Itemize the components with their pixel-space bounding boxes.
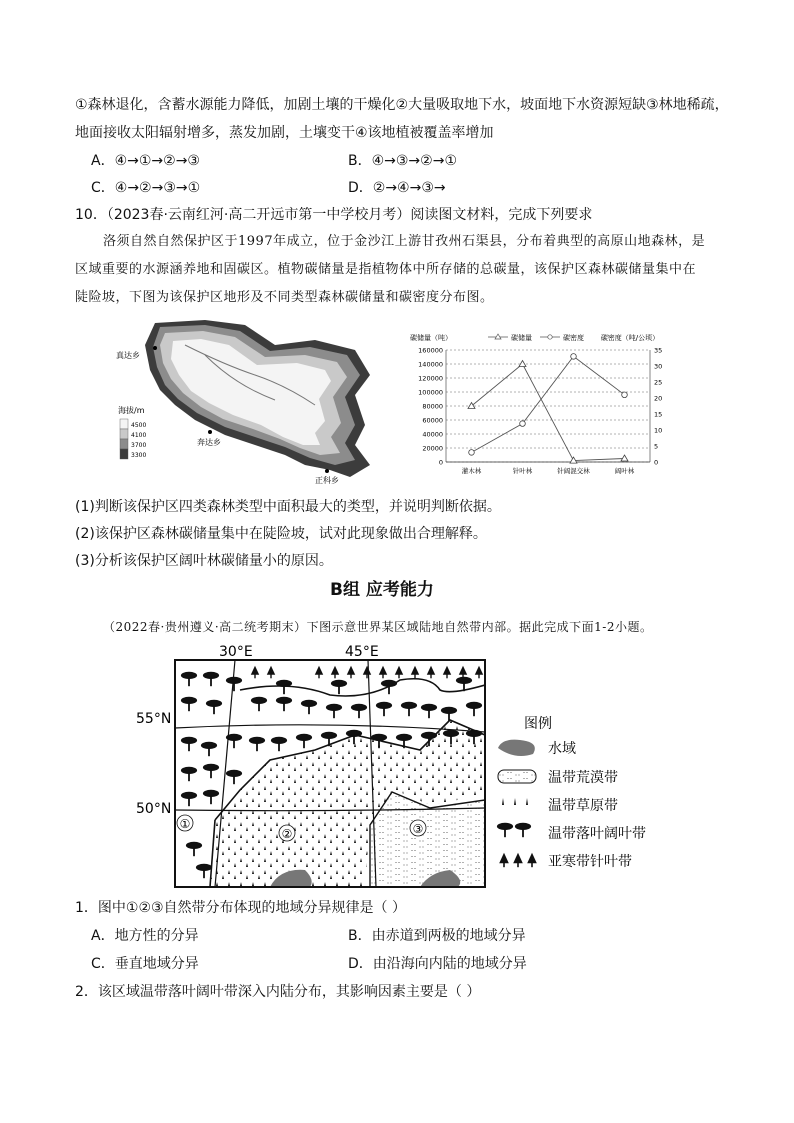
q2-stem: 2．该区域温带落叶阔叶带深入内陆分布，其影响因素主要是（ ） — [75, 984, 481, 1000]
chart-right-tick: 20 — [654, 394, 663, 403]
place-marker — [208, 430, 212, 434]
legend-series-1: 碳储量 — [511, 334, 532, 342]
zone-label-1: ① — [179, 817, 191, 831]
terrain-legend-swatch — [120, 419, 128, 429]
chart-ylabel-right: 碳密度（吨/公顷） — [600, 334, 660, 342]
map-legend-title: 图例 — [524, 716, 552, 732]
zone-label-2: ② — [281, 827, 293, 841]
chart-left-tick: 160000 — [418, 346, 443, 355]
legend-series-2: 碳密度 — [563, 334, 584, 342]
chart-series-line-1 — [472, 364, 625, 461]
q10-para-3: 陡险坡，下图为该保护区地形及不同类型森林碳储量和碳密度分布图。 — [75, 290, 494, 305]
q9-option-b: B．④→③→②→① — [348, 153, 457, 169]
q10-title: 10．（2023春·云南红河·高二开远市第一中学校月考）阅读图文材料，完成下列要求 — [75, 207, 593, 223]
zone-map — [130, 640, 650, 895]
chart-left-tick: 100000 — [418, 388, 443, 397]
group-b-intro: （2022春·贵州遵义·高二统考期末）下图示意世界某区域陆地自然带内部。据此完成下面1-2小题。 — [103, 620, 653, 634]
carbon-chart — [410, 330, 670, 480]
terrain-legend-swatch — [120, 449, 128, 459]
q10-sub-3: (3)分析该保护区阔叶林碳储量小的原因。 — [75, 553, 333, 569]
lon-label-45: 45°E — [345, 644, 379, 660]
legend-triangle-marker — [495, 334, 501, 339]
chart-ylabel-left: 碳储量（吨） — [410, 334, 452, 342]
chart-point-carbon-density — [622, 392, 628, 398]
terrain-legend — [120, 419, 146, 459]
legend-grass: 温带草原带 — [548, 798, 618, 814]
terrain-legend-value: 4100 — [131, 432, 147, 439]
legend-conifer-icon — [499, 853, 509, 867]
legend-deciduous: 温带落叶阔叶带 — [548, 826, 646, 842]
place-zhengke: 正科乡 — [315, 476, 339, 485]
chart-left-tick: 0 — [438, 458, 443, 467]
chart-right-tick: 5 — [654, 442, 659, 451]
chart-right-tick: 10 — [654, 426, 663, 435]
chart-point-carbon-storage — [621, 455, 628, 461]
chart-category-label: 阔叶林 — [614, 467, 635, 475]
terrain-legend-swatch — [120, 429, 128, 439]
chart-point-carbon-density — [571, 354, 577, 360]
legend-decid-icon — [515, 823, 531, 837]
zone-label-3: ③ — [412, 822, 424, 836]
chart-left-tick: 140000 — [418, 360, 443, 369]
lon-label-30: 30°E — [219, 644, 253, 660]
legend-conifer-icon — [527, 853, 537, 867]
q1-option-b: B．由赤道到两极的地域分异 — [348, 928, 526, 944]
chart-category-label: 灌木林 — [461, 467, 482, 475]
lat-label-55: 55°N — [136, 711, 172, 727]
chart-category-label: 针阔混交林 — [557, 467, 590, 475]
chart-right-tick: 15 — [654, 410, 663, 419]
chart-legend — [488, 333, 584, 342]
place-marker — [325, 469, 329, 473]
chart-left-tick: 60000 — [422, 416, 443, 425]
q1-stem: 1．图中①②③自然带分布体现的地域分异规律是（ ） — [75, 900, 407, 916]
terrain-legend-value: 4500 — [131, 422, 147, 429]
legend-conifer-icon — [513, 853, 523, 867]
q9-option-c: C．④→②→③→① — [91, 180, 201, 196]
intro-line-1: ①森林退化，含蓄水源能力降低，加剧土壤的干燥化②大量吸取地下水，坡面地下水资源短缺③林地稀疏， — [75, 97, 729, 113]
place-benda: 奔达乡 — [197, 438, 221, 447]
chart-left-tick: 20000 — [422, 444, 443, 453]
q10-para-1: 洛须自然自然保护区于1997年成立，位于金沙江上游甘孜州石渠县，分布着典型的高原山地森林，是 — [103, 234, 706, 249]
chart-category-label: 针叶林 — [512, 467, 533, 475]
terrain-legend-swatch — [120, 439, 128, 449]
q1-option-c: C．垂直地域分异 — [91, 956, 199, 972]
q10-sub-1: (1)判断该保护区四类森林类型中面积最大的类型，并说明判断依据。 — [75, 499, 501, 515]
legend-desert-swatch — [498, 770, 536, 783]
q1-option-d: D．由沿海向内陆的地域分异 — [348, 956, 527, 972]
chart-series-line-2 — [472, 356, 625, 452]
legend-water: 水域 — [548, 741, 576, 757]
q10-para-2: 区域重要的水源涵养地和固碳区。植物碳储量是指植物体中所存储的总碳量，该保护区森林碳储量集中在 — [75, 262, 697, 277]
legend-water-swatch — [498, 740, 535, 756]
legend-desert: 温带荒漠带 — [548, 770, 618, 786]
place-marker — [153, 346, 157, 350]
place-zhenda: 真达乡 — [116, 351, 140, 360]
chart-point-carbon-storage — [519, 361, 526, 367]
legend-decid-icon — [497, 823, 513, 837]
terrain-legend-value: 3300 — [131, 452, 147, 459]
group-b-heading: B组 应考能力 — [330, 580, 434, 600]
q9-option-d: D．②→④→③→ — [348, 180, 446, 196]
terrain-legend-value: 3700 — [131, 442, 147, 449]
legend-conifer: 亚寒带针叶带 — [548, 854, 632, 870]
chart-right-tick: 25 — [654, 378, 663, 387]
chart-right-tick: 0 — [654, 458, 659, 467]
chart-left-tick: 80000 — [422, 402, 443, 411]
lat-label-50: 50°N — [136, 801, 172, 817]
intro-line-2: 地面接收太阳辐射增多，蒸发加剧，土壤变干④该地植被覆盖率增加 — [75, 125, 494, 141]
chart-left-tick: 120000 — [418, 374, 443, 383]
legend-grass-swatch — [502, 798, 528, 805]
chart-left-tick: 40000 — [422, 430, 443, 439]
chart-right-tick: 35 — [654, 346, 663, 355]
chart-point-carbon-density — [520, 421, 526, 427]
terrain-map — [115, 315, 380, 485]
q10-sub-2: (2)该保护区森林碳储量集中在陡险坡，试对此现象做出合理解释。 — [75, 526, 487, 542]
chart-right-tick: 30 — [654, 362, 663, 371]
q1-option-a: A．地方性的分异 — [91, 928, 199, 944]
terrain-legend-title: 海拔/m — [118, 406, 145, 415]
legend-circle-marker — [548, 335, 552, 339]
chart-point-carbon-density — [469, 450, 475, 456]
q9-option-a: A．④→①→②→③ — [91, 153, 200, 169]
